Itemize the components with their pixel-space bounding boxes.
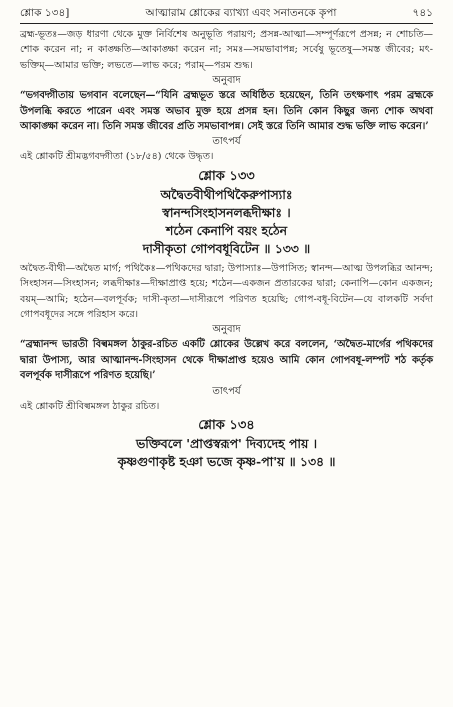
translation-133: “ব্রহ্মানন্দ ভারতী বিল্বমঙ্গল ঠাকুর-রচিত একটি শ্লোকের উল্লেখ করে বললেন, ‘অদ্বৈত-মার্গের পথিকদের দ্বারা উপাস্য, আর আত্মানন্দ-সিংহাসন থেকে দীক্ষাপ্রাপ্ত হয়েও আমি কোন গোপবধূ-লম্পট শঠ কর্তৃক বলপূর্বক দাসীরূপে পরিণত হয়েছি।’	[20, 339, 433, 382]
translation-heading: অনুবাদ	[212, 324, 241, 336]
header-chapter-title: আত্মারাম শ্লোকের ব্যাখ্যা এবং সনাতনকে কৃপা	[145, 7, 337, 19]
purport-132: এই শ্লোকটি শ্রীমদ্ভগবদ্গীতা (১৮/৫৪) থেকে উদ্ধৃত।	[20, 151, 214, 163]
purport-heading: তাৎপর্য	[212, 385, 241, 397]
page-number: ৭৪১	[412, 7, 433, 19]
running-header	[20, 6, 433, 24]
verse-line: স্বানন্দসিংহাসনলব্ধদীক্ষাঃ ।	[162, 204, 291, 220]
verse-line: অদ্বৈতবীথীপথিকৈরুপাস্যাঃ	[160, 186, 293, 202]
header-verse-ref: শ্লোক ১৩৪]	[20, 7, 70, 19]
verse-line: শঠেন কেনাপি বয়ং হঠেন	[166, 222, 287, 238]
verse-line: কৃষ্ণগুণাকৃষ্ট হঞা ভজে কৃষ্ণ-পা'য় ॥ ১৩৪ ॥	[117, 454, 336, 470]
verse-line: ভক্তিবলে 'প্রাপ্তস্বরূপ' দিব্যদেহ পায় ।	[135, 436, 318, 452]
synonyms-132: ব্রহ্ম-ভূতঃ—জড় ধারণা থেকে মুক্ত নির্বিশেষ অনুভূতি পরায়ণ; প্রসন্ন-আত্মা—সম্পূর্ণরূপে প্রসন্ন; ন শোচতি—শোক করেন না; ন কাঙ্ক্ষতি—আকাঙ্ক্ষা করেন না; সমঃ—সমভাবাপন্ন; সর্বেষু ভূতেষু—সমস্ত জীবের; মৎ-ভক্তিম্—আমার ভক্তি; লভতে—লাভ করে; পরাম্—পরম শুদ্ধ।	[20, 29, 433, 71]
verse-number-133: শ্লোক ১৩৩	[198, 168, 255, 184]
verse-number-134: শ্লোক ১৩৪	[198, 418, 255, 434]
verse-line: দাসীকৃতা গোপবধূবিটেন ॥ ১৩৩ ॥	[142, 240, 311, 256]
synonyms-133: অদ্বৈত-বীথী—অদ্বৈত মার্গ; পথিকৈঃ—পথিকদের দ্বারা; উপাস্যাঃ—উপাসিত; স্বানন্দ—আত্ম উপলব্ধির আনন্দ; সিংহাসন—সিংহাসন; লব্ধদীক্ষাঃ—দীক্ষাপ্রাপ্ত হয়ে; শঠেন—একজন প্রতারকের দ্বারা; কেনাপি—কোন একজন; বয়ম্—আমি; হঠেন—বলপূর্বক; দাসী-কৃতা—দাসীরূপে পরিণত হয়েছি; গোপ-বধূ-বিটেন—যে বালকটি সর্বদা গোপবধূদের সঙ্গে পরিহাস করে।	[20, 262, 433, 321]
translation-heading: অনুবাদ	[212, 75, 241, 87]
translation-132: “ভগবদ্গীতায় ভগবান বলেছেন—“যিনি ব্রহ্মভূত স্তরে অধিষ্ঠিত হয়েছেন, তিনি তৎক্ষণাৎ পরম ব্রহ্মকে উপলব্ধি করতে পারেন এবং সমস্ত অভাব মুক্ত হয়ে প্রসন্ন হন। তিনি কোন কিছুর জন্য শোক অথবা আকাঙ্ক্ষা করেন না। তিনি সমস্ত জীবের প্রতি সমভাবাপন্ন। সেই স্তরে তিনি আমার শুদ্ধ ভক্তি লাভ করেন।’	[20, 90, 433, 133]
purport-heading: তাৎপর্য	[212, 136, 241, 148]
purport-133: এই শ্লোকটি শ্রীবিল্বমঙ্গল ঠাকুর রচিত।	[20, 400, 160, 412]
